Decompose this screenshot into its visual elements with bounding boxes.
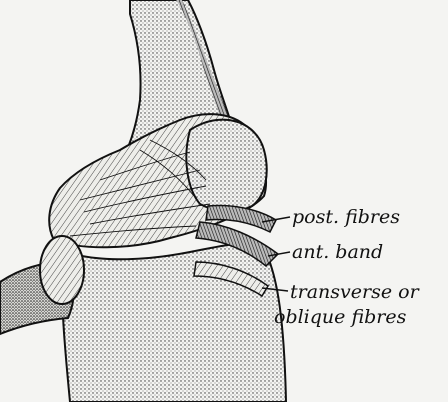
label-post-fibres: post. fibres	[292, 206, 400, 228]
ulna	[62, 243, 286, 402]
label-transverse-line2: oblique fibres	[274, 306, 407, 328]
label-ant-band: ant. band	[292, 241, 384, 263]
radial-head	[40, 236, 84, 304]
medial-epicondyle	[186, 120, 266, 211]
label-transverse-line1: transverse or	[290, 281, 419, 303]
